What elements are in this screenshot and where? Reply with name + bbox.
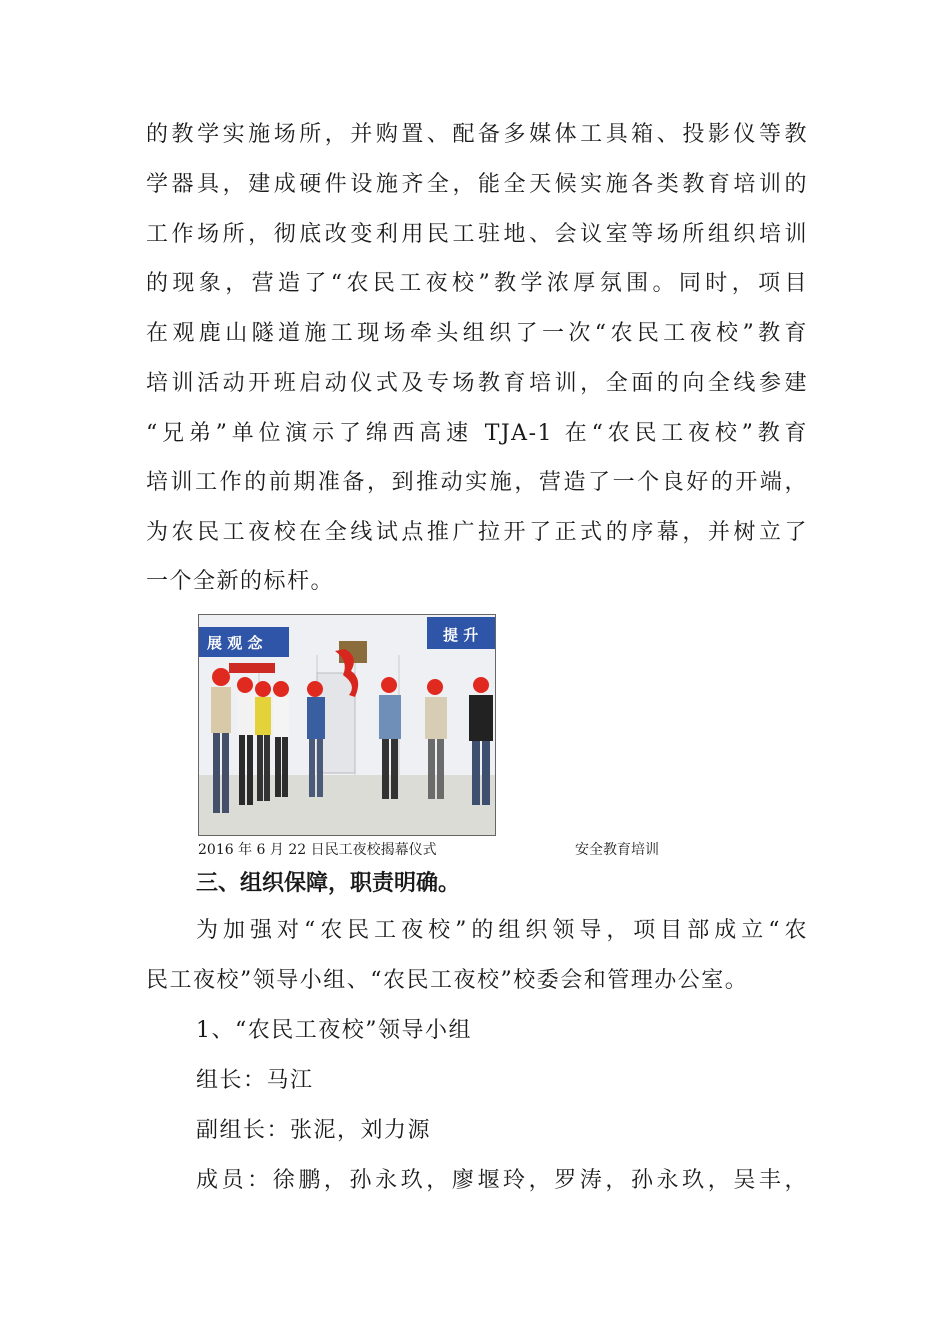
photo-caption-right: 安全教育培训 [575, 842, 659, 858]
section-heading: 三、组织保障，职责明确。 [196, 871, 461, 896]
ceremony-photo-illustration [199, 615, 495, 835]
body-line: “兄弟”单位演示了绵西高速 TJA-1 在“农民工夜校”教育 [146, 421, 808, 446]
body-line: 为农民工夜校在全线试点推广拉开了正式的序幕，并树立了 [146, 520, 808, 545]
ceremony-photo [198, 614, 496, 836]
body-line: 工作场所，彻底改变利用民工驻地、会议室等场所组织培训 [146, 222, 808, 247]
photo-caption-left: 2016 年 6 月 22 日民工夜校揭幕仪式 [198, 842, 437, 858]
sign-left-text: 展 观 念 [207, 634, 263, 652]
leadership-group-title: 1、“农民工夜校”领导小组 [196, 1018, 472, 1043]
body-line: 学器具，建成硬件设施齐全，能全天候实施各类教育培训的 [146, 172, 808, 197]
body-line: 的教学实施场所，并购置、配备多媒体工具箱、投影仪等教 [146, 122, 808, 147]
sign-right-text: 提 升 [443, 626, 479, 644]
group-leader: 组长：马江 [196, 1068, 314, 1093]
body-line: 培训活动开班启动仪式及专场教育培训，全面的向全线参建 [146, 371, 808, 396]
group-members: 成员：徐鹏，孙永玖，廖堰玲，罗涛，孙永玖，吴丰， [196, 1168, 808, 1193]
deputy-leader: 副组长：张泥，刘力源 [196, 1118, 432, 1143]
section-para-line: 民工夜校”领导小组、“农民工夜校”校委会和管理办公室。 [146, 968, 749, 993]
body-line: 的现象，营造了“农民工夜校”教学浓厚氛围。同时，项目 [146, 271, 808, 296]
body-line: 在观鹿山隧道施工现场牵头组织了一次“农民工夜校”教育 [146, 321, 808, 346]
section-para-line: 为加强对“农民工夜校”的组织领导，项目部成立“农 [196, 918, 808, 943]
body-line: 一个全新的标杆。 [146, 569, 335, 594]
body-line: 培训工作的前期准备，到推动实施，营造了一个良好的开端， [146, 470, 808, 495]
